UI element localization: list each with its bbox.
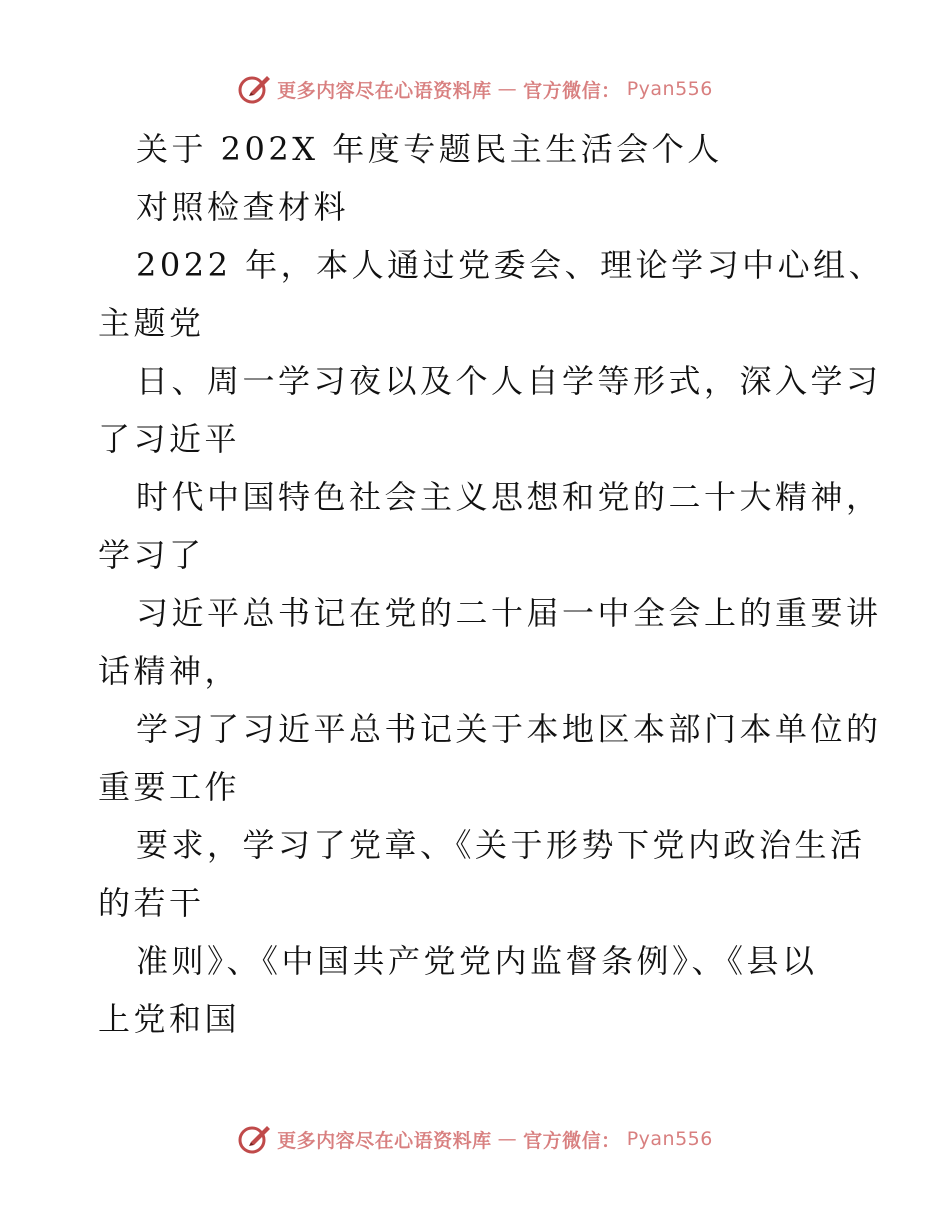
paragraph-line: 日、周一学习夜以及个人自学等形式，深入学习 — [136, 362, 882, 400]
header-banner — [0, 72, 950, 106]
paragraph-line: 重要工作 — [98, 768, 241, 806]
wechat-id: Pyan556 — [626, 78, 713, 100]
paragraph-line: 习近平总书记在党的二十届一中全会上的重要讲 — [136, 594, 882, 632]
pen-nib-logo-icon — [237, 1122, 271, 1156]
footer-banner — [0, 1122, 950, 1156]
document-body — [98, 120, 885, 1048]
banner-text: 更多内容尽在心语资料库 — [277, 1129, 492, 1152]
paragraph-line: 2022 年，本人通过党委会、理论学习中心组、 — [136, 246, 885, 284]
banner-text: 更多内容尽在心语资料库 — [277, 79, 492, 102]
title-line-2: 对照检查材料 — [136, 188, 350, 226]
paragraph-line: 学习了 — [98, 536, 205, 574]
paragraph-line: 了习近平 — [98, 420, 241, 458]
banner-dash: — — [497, 78, 518, 100]
paragraph-line: 时代中国特色社会主义思想和党的二十大精神， — [136, 478, 882, 516]
paragraph-line: 要求，学习了党章、《关于形势下党内政治生活 — [136, 826, 866, 864]
paragraph-line: 准则》、《中国共产党党内监督条例》、《县以 — [136, 942, 818, 980]
title-line-1: 关于 202X 年度专题民主生活会个人 — [136, 130, 723, 168]
wechat-label: 官方微信： — [523, 1129, 621, 1152]
paragraph-line: 上党和国 — [98, 1000, 241, 1038]
paragraph-line: 话精神， — [98, 652, 241, 690]
paragraph-line: 的若干 — [98, 884, 205, 922]
paragraph-line: 主题党 — [98, 304, 205, 342]
paragraph-line: 学习了习近平总书记关于本地区本部门本单位的 — [136, 710, 882, 748]
wechat-label: 官方微信： — [523, 79, 621, 102]
banner-dash: — — [497, 1128, 518, 1150]
pen-nib-logo-icon — [237, 72, 271, 106]
wechat-id: Pyan556 — [626, 1128, 713, 1150]
